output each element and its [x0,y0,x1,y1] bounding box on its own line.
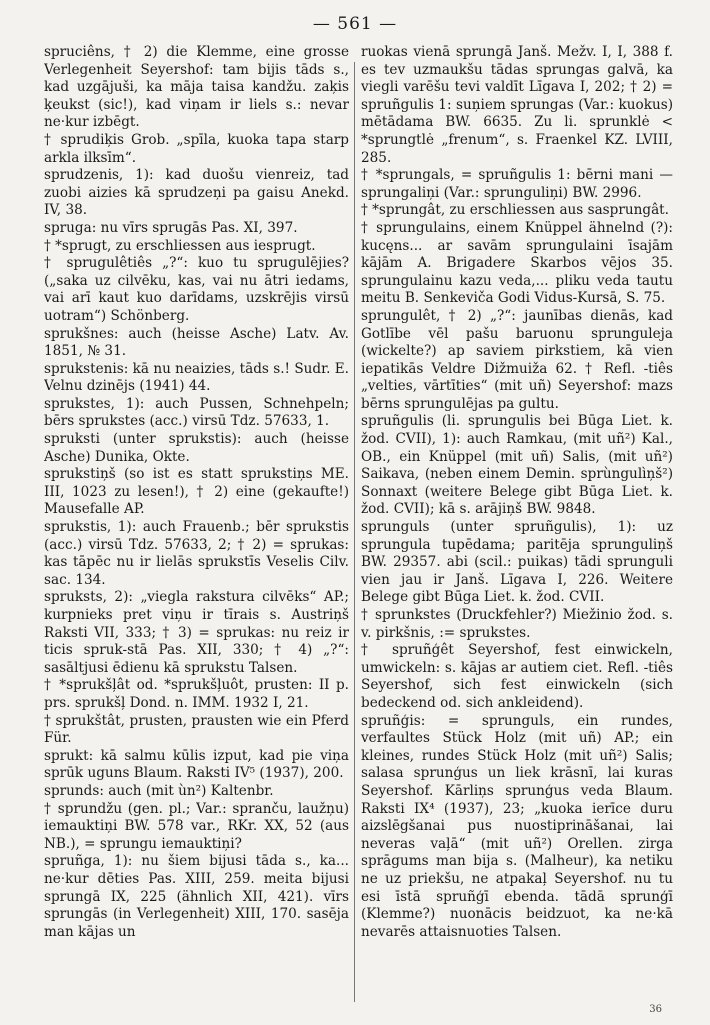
dictionary-entry: † *sprukšļât od. *sprukšļuôt, prusten: II p. prs. sprukšļ Dond. n. IMM. 1932 I, 21. [44,677,349,711]
dictionary-entry: † *sprungals, = spruñgulis 1: bērni mani — sprungaliņi (Var.: sprunguliņi) BW. 2996. [361,167,673,201]
dictionary-entry: sprukstiņš (so ist es statt sprukstiņs ME. III, 1023 zu lesen!), † 2) eine (gekaufte!) Mausefalle AP. [44,466,349,518]
dictionary-entry: spruksti (unter sprukstis): auch (heisse Asche) Dunika, Okte. [44,431,349,465]
dictionary-entry: sprukstes, 1): auch Pussen, Schnehpeln; bērs sprukstes (acc.) virsū Tdz. 57633, 1. [44,395,349,430]
dictionary-entry: † sprungulains, einem Knüppel ähnelnd (?): kucęns... ar savām sprungulaini īsajām kājām A. Brigadere Skarbos vējos 35. sprungulainu kazu veda,... pliku veda tautu meitu B. Senkeviča Godi Vidus-Kursā, S. 75. [361,219,673,307]
dictionary-entry: † sprukštât, prusten, prausten wie ein Pferd Für. [44,712,349,747]
left-column [44,44,349,1004]
dictionary-entry: sprudzenis, 1): kad duošu vienreiz, tad zuobi aizies kā sprudzeņi pa gaisu Anekd. IV, 38. [44,167,349,219]
dictionary-entry: ruokas vienā sprungā Janš. Mežv. I, I, 388 f. es tev uzmaukšu tādas sprungas galvā, ka viegli varēšu tevi valdīt Līgava I, 202; † 2) = spruñgulis 1: suņiem sprungas (Var.: kuokus) mētādama BW. 6635. Zu li. sprunklė < *sprungtlė „frenum“, s. Fraenkel KZ. LVIII, 285. [361,44,673,166]
dictionary-entry: † spruñģêt Seyershof, fest einwickeln, umwickeln: s. kājas ar autiem ciet. Refl. -tiês Seyershof, sich fest einwickeln (sich bedeckend od. sich ankleidend). [361,642,673,711]
dictionary-entry: sprunds: auch (mit ùn²) Kaltenbr. [44,782,274,799]
column-divider [354,62,355,1002]
dictionary-entry: sprukstenis: kā nu neaizies, tāds s.! Sudr. E. Velnu dzinējs (1941) 44. [44,360,349,395]
dictionary-entry: † sprudiķis Grob. „spīla, kuoka tapa starp arkla ilksīm“. [44,131,349,166]
dictionary-entry: spruñga, 1): nu šiem bijusi tāda s., ka... ne·kur dēties Pas. XIII, 259. meita bijusi sprungā IX, 225 (ähnlich XII, 421). vīrs sprungās (in Verlegenheit) XIII, 170. sasēja man kājas un [44,853,349,940]
dictionary-entry: † *sprungât, zu erschliessen aus sasprungât. [361,202,669,219]
dictionary-entry: spruñģis: = sprunguls, ein rundes, verfaultes Stück Holz (mit uñ) AP.; ein kleines, rundes Stück Holz (mit uñ²) Salis; salasa sprunģus un liek krāsnī, lai kuras Seyershof. Kārliņs sprunģus veda Blaum. Raksti IX⁴ (1937), 23; „kuoka ierīce duru aizslēgšanai pus nuostiprināšanai, lai neveras vaļā“ (mit uñ²) Orellen. zirga sprāgums man bija s. (Malheur), ka netiku ne uz priekšu, ne atpakaļ Seyershof. nu tu esi īstā spruñģī ebenda. tādā sprunģī (Klemme?) nuonācis beidzuot, ka ne·kā nevarēs attaisnuoties Talsen. [361,712,673,940]
dictionary-entry: † *sprugt, zu erschliessen aus iesprugt. [44,237,316,254]
printer-signature: 36 [649,1004,662,1015]
dictionary-entry: sprukstis, 1): auch Frauenb.; bēr sprukstis (acc.) virsū Tdz. 57633, 2; † 2) = sprukas: kas tāpēc nu ir lielās sprukstīs Veselis Cilv. sac. 134. [44,519,349,588]
right-column [361,44,673,1004]
dictionary-entry: † sprundžu (gen. pl.; Var.: spranču, laužņu) iemauktiņi BW. 578 var., RKr. XX, 52 (aus NB.), = sprungu iemauktiņi? [44,800,349,852]
dictionary-entry: spruksts, 2): „viegla rakstura cilvēks“ AP.; kurpnieks pret viņu ir tīrais s. Austriņš Raksti VII, 333; † 3) = sprukas: nu reiz ir ticis spruk-stā Pas. XII, 330; † 4) „?“: sasāltjusi ēdienu kā sprukstu Talsen. [44,589,349,676]
dictionary-entry: † sprugulêtiês „?“: kuo tu sprugulējies? („saka uz cilvēku, kas, vai nu ātri iedams, vai arī kaut kuo darīdams, uzskrējis virsū uotram“) Schönberg. [44,255,349,324]
dictionary-entry: † sprunkstes (Druckfehler?) Miežinio žod. s. v. pirkšnis, := sprukstes. [361,607,673,641]
dictionary-entry: spruñgulis (li. sprungulis bei Būga Liet. k. žod. CVII), 1): auch Ramkau, (mit uñ²) Kal., OB., ein Knüppel (mit uñ) Salis, (mit uñ²) Saikava, (neben einem Demin. sprùngulìņš²) Sonnaxt (weitere Belege gibt Būga Liet. k. žod. CVII); kā s. arājiņš BW. 9848. [361,413,673,518]
dictionary-entry: sprukšnes: auch (heisse Asche) Latv. Av. 1851, № 31. [44,325,349,360]
dictionary-entry: sprukt: kā salmu kūlis izput, kad pie viņa sprūk uguns Blaum. Raksti IV⁵ (1937), 200. [44,747,349,782]
dictionary-entry: sprungulêt, † 2) „?“: jaunības dienās, kad Gotlībe vēl pašu baruonu sprunguleja (wickelte?) ap saviem pirkstiem, kā vien iepatikās Veldre Dižmuiža 62. † Refl. -tiês „velties, vārtīties“ (mit uñ) Seyershof: mazs bērns sprungulējas pa gultu. [361,307,673,412]
dictionary-entry: spruga: nu vīrs sprugās Pas. XI, 397. [44,219,298,236]
page-number: — 561 — [312,14,398,34]
dictionary-entry: spruciêns, † 2) die Klemme, eine grosse Verlegenheit Seyershof: tam bijis tāds s., kad uzgājuši, ka māja taisa kandžu. zaķis ķeukst (sic!), kad viņam ir liels s.: nevar ne·kur izbēgt. [44,44,349,131]
dictionary-entry: sprunguls (unter spruñgulis), 1): uz sprungula tupēdama; paritēja sprunguliņš BW. 29357. abi (scil.: puikas) tādi sprunguli vien jau ir Janš. Līgava I, 226. Weitere Belege gibt Būga Liet. k. žod. CVII. [361,519,673,606]
